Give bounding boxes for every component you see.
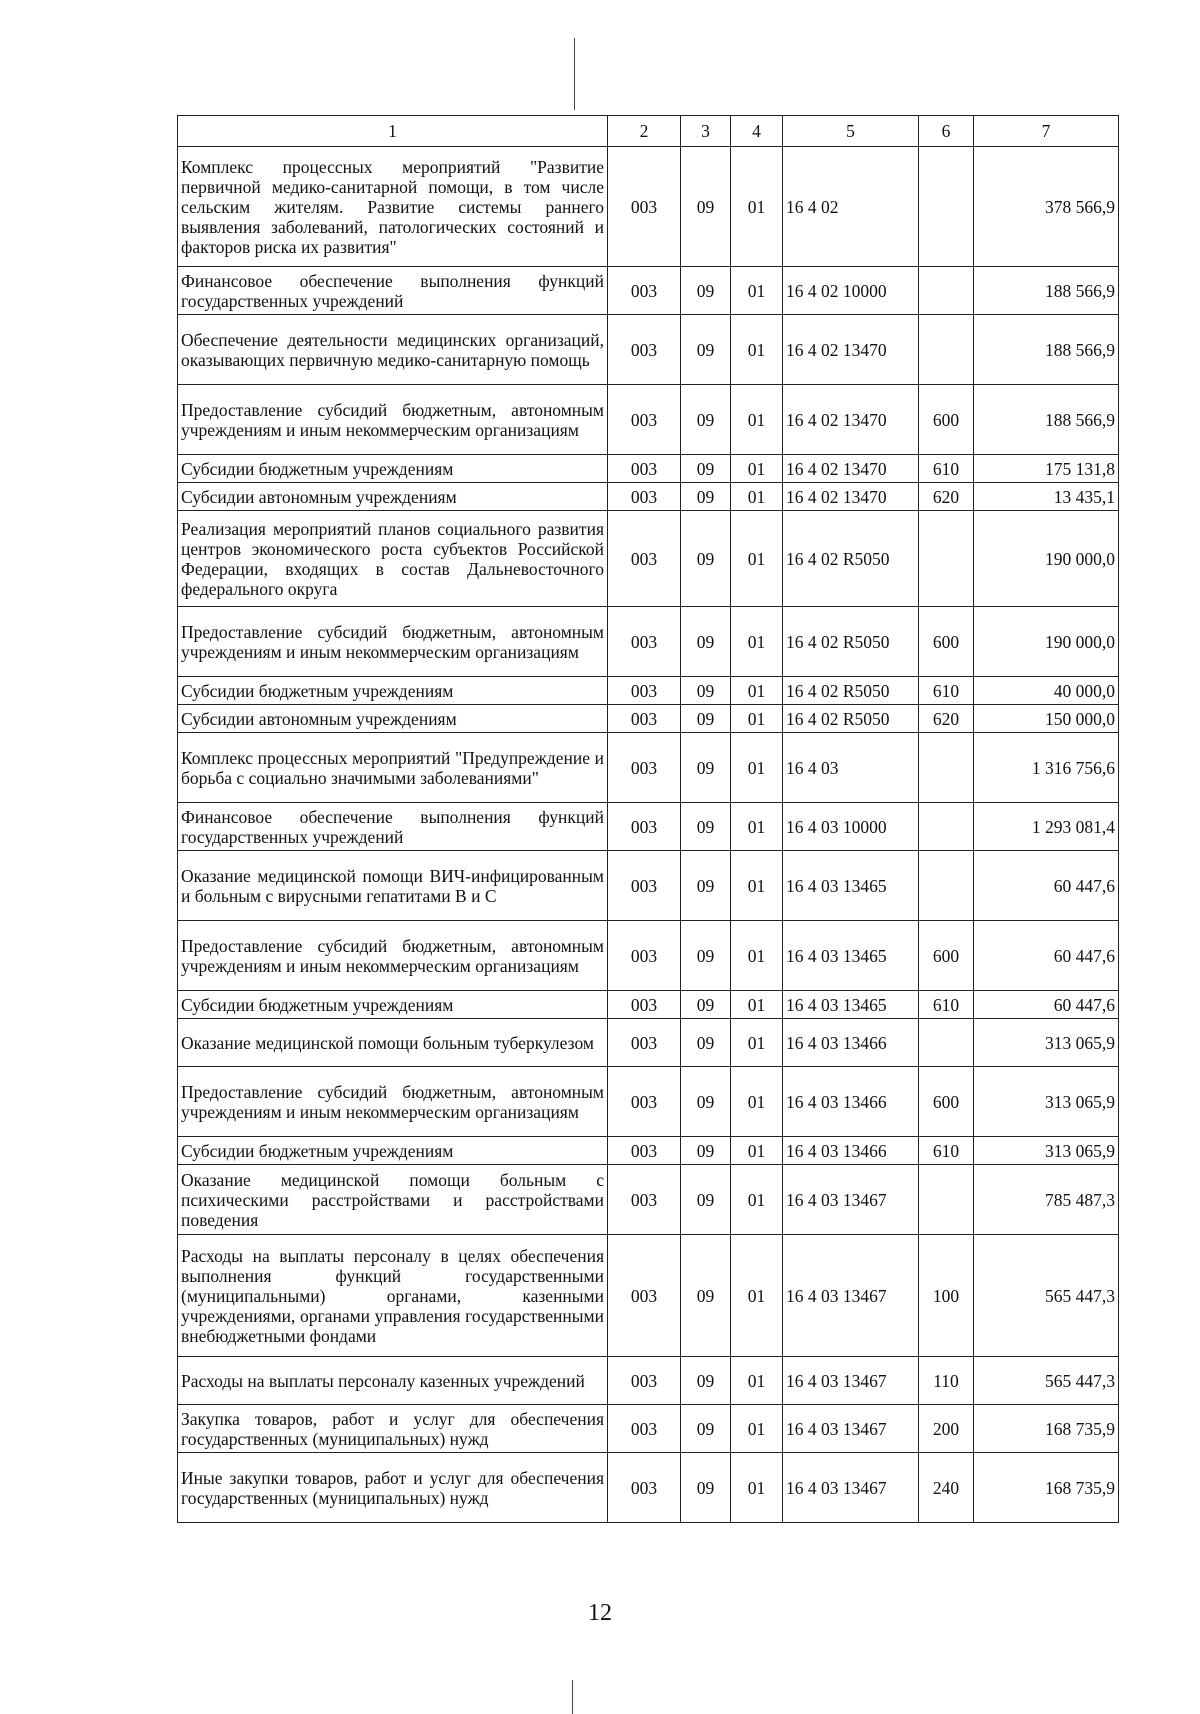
row-section-code: 09 (681, 147, 731, 267)
row-amount: 313 065,9 (974, 1019, 1119, 1067)
table-row (178, 1019, 1119, 1067)
row-section-code: 09 (681, 1235, 731, 1357)
row-target-article: 16 4 03 13467 (783, 1453, 919, 1523)
row-expense-type: 600 (919, 921, 974, 991)
row-subsection-code: 01 (731, 1137, 783, 1165)
row-subsection-code: 01 (731, 851, 783, 921)
header-col-5: 5 (783, 116, 919, 147)
row-target-article: 16 4 03 13467 (783, 1235, 919, 1357)
row-target-article: 16 4 03 13465 (783, 851, 919, 921)
row-name: Обеспечение деятельности медицинских организаций, оказывающих первичную медико-санитарную помощь (178, 315, 608, 385)
row-name: Иные закупки товаров, работ и услуг для обеспечения государственных (муниципальных) нужд (178, 1453, 608, 1523)
row-amount: 785 487,3 (974, 1165, 1119, 1235)
table-row (178, 705, 1119, 733)
budget-table (177, 115, 1119, 1523)
row-section-code: 09 (681, 991, 731, 1019)
row-ministry-code: 003 (608, 1405, 681, 1453)
row-amount: 190 000,0 (974, 511, 1119, 607)
row-subsection-code: 01 (731, 315, 783, 385)
row-name: Субсидии бюджетным учреждениям (178, 1137, 608, 1165)
row-subsection-code: 01 (731, 921, 783, 991)
row-expense-type: 600 (919, 385, 974, 455)
header-col-2: 2 (608, 116, 681, 147)
row-amount: 313 065,9 (974, 1137, 1119, 1165)
header-col-7: 7 (974, 116, 1119, 147)
table-row (178, 483, 1119, 511)
row-ministry-code: 003 (608, 385, 681, 455)
row-ministry-code: 003 (608, 1137, 681, 1165)
row-ministry-code: 003 (608, 921, 681, 991)
row-subsection-code: 01 (731, 803, 783, 851)
row-target-article: 16 4 02 13470 (783, 315, 919, 385)
row-ministry-code: 003 (608, 455, 681, 483)
row-target-article: 16 4 02 R5050 (783, 677, 919, 705)
table-row (178, 733, 1119, 803)
row-expense-type (919, 511, 974, 607)
row-expense-type (919, 1019, 974, 1067)
row-section-code: 09 (681, 851, 731, 921)
row-ministry-code: 003 (608, 315, 681, 385)
row-expense-type: 610 (919, 455, 974, 483)
row-target-article: 16 4 03 13465 (783, 991, 919, 1019)
row-subsection-code: 01 (731, 1405, 783, 1453)
row-target-article: 16 4 02 10000 (783, 267, 919, 315)
table-row (178, 677, 1119, 705)
row-target-article: 16 4 03 13465 (783, 921, 919, 991)
row-expense-type: 110 (919, 1357, 974, 1405)
row-section-code: 09 (681, 1165, 731, 1235)
row-section-code: 09 (681, 677, 731, 705)
row-ministry-code: 003 (608, 1235, 681, 1357)
row-ministry-code: 003 (608, 705, 681, 733)
row-name: Расходы на выплаты персоналу в целях обеспечения выполнения функций государственными (муниципальными) органами, казенными учреждениями, органами управления государственными внебюджетными фондами (178, 1235, 608, 1357)
row-section-code: 09 (681, 733, 731, 803)
row-name: Оказание медицинской помощи больным туберкулезом (178, 1019, 608, 1067)
row-subsection-code: 01 (731, 1067, 783, 1137)
row-section-code: 09 (681, 607, 731, 677)
table-row (178, 315, 1119, 385)
table-row (178, 385, 1119, 455)
row-name: Субсидии бюджетным учреждениям (178, 677, 608, 705)
row-ministry-code: 003 (608, 483, 681, 511)
row-ministry-code: 003 (608, 1453, 681, 1523)
row-name: Субсидии бюджетным учреждениям (178, 455, 608, 483)
row-name: Субсидии автономным учреждениям (178, 705, 608, 733)
row-ministry-code: 003 (608, 511, 681, 607)
row-name: Оказание медицинской помощи ВИЧ-инфицированным и больным с вирусными гепатитами В и С (178, 851, 608, 921)
row-subsection-code: 01 (731, 511, 783, 607)
table-row (178, 607, 1119, 677)
page-number: 12 (588, 1600, 612, 1626)
row-amount: 1 293 081,4 (974, 803, 1119, 851)
row-amount: 40 000,0 (974, 677, 1119, 705)
row-target-article: 16 4 03 13467 (783, 1405, 919, 1453)
table-header (178, 116, 1119, 147)
row-target-article: 16 4 02 13470 (783, 483, 919, 511)
row-name: Предоставление субсидий бюджетным, автономным учреждениям и иным некоммерческим организациям (178, 385, 608, 455)
row-amount: 188 566,9 (974, 267, 1119, 315)
row-target-article: 16 4 03 13467 (783, 1165, 919, 1235)
row-target-article: 16 4 03 13466 (783, 1019, 919, 1067)
row-amount: 13 435,1 (974, 483, 1119, 511)
row-section-code: 09 (681, 803, 731, 851)
row-section-code: 09 (681, 921, 731, 991)
row-target-article: 16 4 02 R5050 (783, 607, 919, 677)
row-name: Реализация мероприятий планов социального развития центров экономического роста субъектов Российской Федерации, входящих в состав Дальневосточного федерального округа (178, 511, 608, 607)
table-row (178, 991, 1119, 1019)
row-name: Предоставление субсидий бюджетным, автономным учреждениям и иным некоммерческим организациям (178, 1067, 608, 1137)
row-amount: 565 447,3 (974, 1235, 1119, 1357)
row-target-article: 16 4 02 13470 (783, 385, 919, 455)
table-row (178, 1067, 1119, 1137)
row-ministry-code: 003 (608, 267, 681, 315)
row-subsection-code: 01 (731, 733, 783, 803)
row-subsection-code: 01 (731, 705, 783, 733)
row-name: Оказание медицинской помощи больным с психическими расстройствами и расстройствами поведения (178, 1165, 608, 1235)
header-col-3: 3 (681, 116, 731, 147)
row-section-code: 09 (681, 483, 731, 511)
row-amount: 150 000,0 (974, 705, 1119, 733)
row-name: Субсидии автономным учреждениям (178, 483, 608, 511)
row-section-code: 09 (681, 267, 731, 315)
row-name: Субсидии бюджетным учреждениям (178, 991, 608, 1019)
row-section-code: 09 (681, 1067, 731, 1137)
row-expense-type: 240 (919, 1453, 974, 1523)
row-target-article: 16 4 02 13470 (783, 455, 919, 483)
table-row (178, 455, 1119, 483)
row-name: Расходы на выплаты персоналу казенных учреждений (178, 1357, 608, 1405)
row-ministry-code: 003 (608, 1019, 681, 1067)
table-row (178, 921, 1119, 991)
row-amount: 188 566,9 (974, 315, 1119, 385)
row-ministry-code: 003 (608, 803, 681, 851)
header-col-4: 4 (731, 116, 783, 147)
row-amount: 168 735,9 (974, 1453, 1119, 1523)
row-name: Комплекс процессных мероприятий "Развитие первичной медико-санитарной помощи, в том числе сельским жителям. Развитие системы раннего выявления заболеваний, патологических состояний и факторов риска их развития" (178, 147, 608, 267)
row-expense-type: 610 (919, 677, 974, 705)
row-expense-type: 600 (919, 1067, 974, 1137)
row-expense-type: 600 (919, 607, 974, 677)
row-expense-type (919, 1165, 974, 1235)
row-amount: 168 735,9 (974, 1405, 1119, 1453)
row-section-code: 09 (681, 1137, 731, 1165)
row-amount: 60 447,6 (974, 991, 1119, 1019)
row-target-article: 16 4 02 (783, 147, 919, 267)
row-name: Закупка товаров, работ и услуг для обеспечения государственных (муниципальных) нужд (178, 1405, 608, 1453)
row-target-article: 16 4 03 (783, 733, 919, 803)
row-target-article: 16 4 03 13467 (783, 1357, 919, 1405)
row-section-code: 09 (681, 455, 731, 483)
row-name: Предоставление субсидий бюджетным, автономным учреждениям и иным некоммерческим организациям (178, 607, 608, 677)
table-row (178, 147, 1119, 267)
table-row (178, 1165, 1119, 1235)
row-subsection-code: 01 (731, 677, 783, 705)
row-amount: 378 566,9 (974, 147, 1119, 267)
row-amount: 60 447,6 (974, 851, 1119, 921)
row-section-code: 09 (681, 315, 731, 385)
table-row (178, 1357, 1119, 1405)
row-subsection-code: 01 (731, 267, 783, 315)
row-amount: 60 447,6 (974, 921, 1119, 991)
header-col-6: 6 (919, 116, 974, 147)
row-expense-type: 620 (919, 483, 974, 511)
row-subsection-code: 01 (731, 1453, 783, 1523)
row-expense-type: 100 (919, 1235, 974, 1357)
row-ministry-code: 003 (608, 607, 681, 677)
row-subsection-code: 01 (731, 1357, 783, 1405)
row-expense-type (919, 803, 974, 851)
row-expense-type (919, 733, 974, 803)
row-expense-type (919, 267, 974, 315)
row-section-code: 09 (681, 511, 731, 607)
row-name: Предоставление субсидий бюджетным, автономным учреждениям и иным некоммерческим организациям (178, 921, 608, 991)
row-ministry-code: 003 (608, 851, 681, 921)
row-section-code: 09 (681, 1019, 731, 1067)
row-subsection-code: 01 (731, 1235, 783, 1357)
scan-artifact-top (574, 38, 575, 110)
row-target-article: 16 4 03 10000 (783, 803, 919, 851)
row-section-code: 09 (681, 1357, 731, 1405)
scan-artifact-bottom (572, 1680, 573, 1714)
row-ministry-code: 003 (608, 1067, 681, 1137)
row-ministry-code: 003 (608, 1165, 681, 1235)
row-expense-type: 200 (919, 1405, 974, 1453)
table-row (178, 803, 1119, 851)
row-amount: 565 447,3 (974, 1357, 1119, 1405)
row-amount: 1 316 756,6 (974, 733, 1119, 803)
row-expense-type: 620 (919, 705, 974, 733)
row-target-article: 16 4 02 R5050 (783, 511, 919, 607)
row-subsection-code: 01 (731, 455, 783, 483)
row-target-article: 16 4 03 13466 (783, 1137, 919, 1165)
row-amount: 175 131,8 (974, 455, 1119, 483)
row-ministry-code: 003 (608, 677, 681, 705)
row-ministry-code: 003 (608, 733, 681, 803)
row-ministry-code: 003 (608, 147, 681, 267)
row-name: Финансовое обеспечение выполнения функций государственных учреждений (178, 803, 608, 851)
row-target-article: 16 4 02 R5050 (783, 705, 919, 733)
row-section-code: 09 (681, 1453, 731, 1523)
row-subsection-code: 01 (731, 1019, 783, 1067)
row-amount: 313 065,9 (974, 1067, 1119, 1137)
header-col-1: 1 (178, 116, 608, 147)
row-target-article: 16 4 03 13466 (783, 1067, 919, 1137)
row-name: Финансовое обеспечение выполнения функций государственных учреждений (178, 267, 608, 315)
table-body (178, 147, 1119, 1523)
row-section-code: 09 (681, 705, 731, 733)
table-row (178, 1453, 1119, 1523)
table-row (178, 1405, 1119, 1453)
row-ministry-code: 003 (608, 991, 681, 1019)
row-subsection-code: 01 (731, 607, 783, 677)
table-row (178, 267, 1119, 315)
row-amount: 188 566,9 (974, 385, 1119, 455)
row-subsection-code: 01 (731, 991, 783, 1019)
table-row (178, 511, 1119, 607)
row-section-code: 09 (681, 1405, 731, 1453)
row-expense-type (919, 851, 974, 921)
row-subsection-code: 01 (731, 385, 783, 455)
row-expense-type: 610 (919, 1137, 974, 1165)
row-expense-type: 610 (919, 991, 974, 1019)
row-expense-type (919, 315, 974, 385)
row-ministry-code: 003 (608, 1357, 681, 1405)
row-expense-type (919, 147, 974, 267)
row-section-code: 09 (681, 385, 731, 455)
header-row (178, 116, 1119, 147)
row-subsection-code: 01 (731, 483, 783, 511)
table-row (178, 1235, 1119, 1357)
table-row (178, 851, 1119, 921)
row-subsection-code: 01 (731, 1165, 783, 1235)
row-name: Комплекс процессных мероприятий "Предупреждение и борьба с социально значимыми заболеваниями" (178, 733, 608, 803)
row-subsection-code: 01 (731, 147, 783, 267)
table-row (178, 1137, 1119, 1165)
row-amount: 190 000,0 (974, 607, 1119, 677)
